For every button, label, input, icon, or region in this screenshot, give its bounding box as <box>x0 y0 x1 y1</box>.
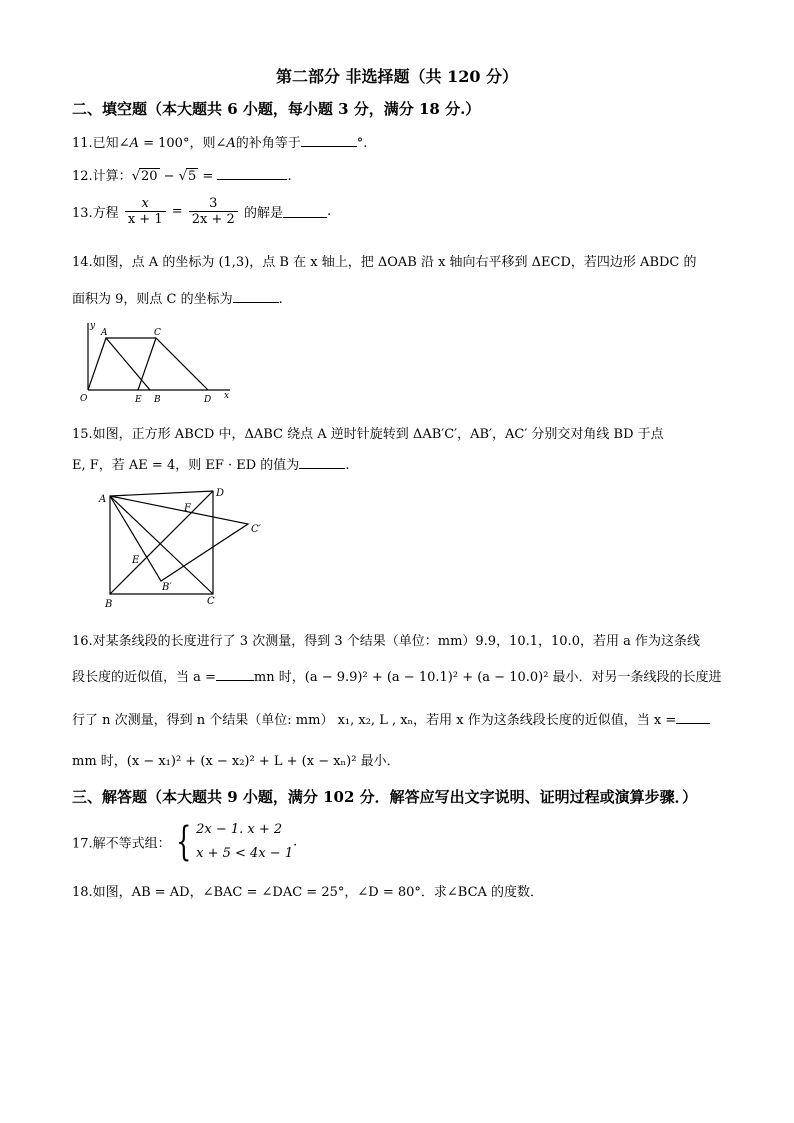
fraction-right: $\frac{3}{2x + 2}$ <box>189 196 238 227</box>
question-11: 11.已知∠A = 100°，则∠A的补角等于 °. <box>72 136 368 151</box>
answer-blank[interactable] <box>233 290 279 303</box>
question-17: 17.解不等式组： { 2x − 1. x + 2 x + 5 < 4x − 1 . <box>72 819 298 865</box>
question-12: 12.计算：√20 − √5 = . <box>72 169 292 184</box>
label-f: F <box>184 503 191 514</box>
answer-blank[interactable] <box>283 205 327 218</box>
answer-blank-2[interactable] <box>676 711 710 724</box>
label-b: B <box>154 395 161 405</box>
figure-14 <box>70 318 240 406</box>
question-15-line-1: 15.如图，正方形 ABCD 中，ΔABC 绕点 A 逆时针旋转到 ΔAB′C′，AB′，AC′ 分别交对角线 BD 于点 <box>72 427 664 442</box>
label-c: C <box>154 328 161 338</box>
question-16-line-2: 段长度的近似值，当 a = mn 时，(a − 9.9)² + (a − 10.1)² + (a − 10.0)² 最小．对另一条线段的长度进 <box>72 670 722 685</box>
label-e: E <box>132 555 140 566</box>
answer-blank[interactable] <box>301 134 357 147</box>
question-13: 13.方程 $\frac{x}{x + 1}$ = $\frac{3}{2x + 2}$ 的解是 . <box>72 196 332 227</box>
figure-15 <box>96 484 276 612</box>
brace-icon: { <box>175 819 192 865</box>
label-x: x <box>224 391 230 401</box>
inequality-system: 2x − 1. x + 2 x + 5 < 4x − 1 <box>196 822 294 861</box>
question-18: 18.如图，AB = AD，∠BAC = ∠DAC = 25°，∠D = 80°．求∠BCA 的度数． <box>72 885 544 900</box>
label-o: O <box>80 394 88 404</box>
question-15-line-2: E, F，若 AE = 4，则 EF · ED 的值为 . <box>72 458 350 473</box>
label-b-prime: B′ <box>162 582 172 593</box>
question-16-line-3: 行了 n 次测量，得到 n 个结果（单位: mm） x₁, x₂, L , xₙ，若用 x 作为这条线段长度的近似值，当 x = <box>72 709 710 728</box>
label-c-prime: C′ <box>251 524 261 535</box>
label-a: A <box>101 328 108 338</box>
question-14-line-2: 面积为 9，则点 C 的坐标为 . <box>72 292 283 307</box>
label-c: C <box>207 596 215 607</box>
question-16-line-4: mm 时，(x − x₁)² + (x − x₂)² + L + (x − xₙ)² 最小． <box>72 754 400 769</box>
label-d: D <box>216 488 225 499</box>
answer-blank[interactable] <box>217 167 287 180</box>
answer-blank-1[interactable] <box>216 668 254 681</box>
label-a: A <box>99 494 107 505</box>
question-14-line-1: 14.如图，点 A 的坐标为 (1,3)，点 B 在 x 轴上，把 ΔOAB 沿 x 轴向右平移到 ΔECD，若四边形 ABDC 的 <box>72 255 697 270</box>
page-title: 第二部分 非选择题（共 120 分） <box>275 67 519 86</box>
label-b: B <box>105 599 113 610</box>
section-2-heading: 二、填空题（本大题共 6 小题，每小题 3 分，满分 18 分.） <box>72 100 481 118</box>
question-16-line-1: 16.对某条线段的长度进行了 3 次测量，得到 3 个结果（单位：mm）9.9，10.1，10.0，若用 a 作为这条线 <box>72 634 700 649</box>
answer-blank[interactable] <box>299 456 345 469</box>
triangle-ecd <box>138 338 208 390</box>
triangle-ab1c1 <box>110 496 248 581</box>
fraction-left: $\frac{x}{x + 1}$ <box>125 196 166 227</box>
label-e: E <box>135 395 142 405</box>
section-3-heading: 三、解答题（本大题共 9 小题，满分 102 分．解答应写出文字说明、证明过程或演算步骤．） <box>72 788 698 806</box>
label-d: D <box>204 395 212 405</box>
label-y: y <box>90 321 96 331</box>
